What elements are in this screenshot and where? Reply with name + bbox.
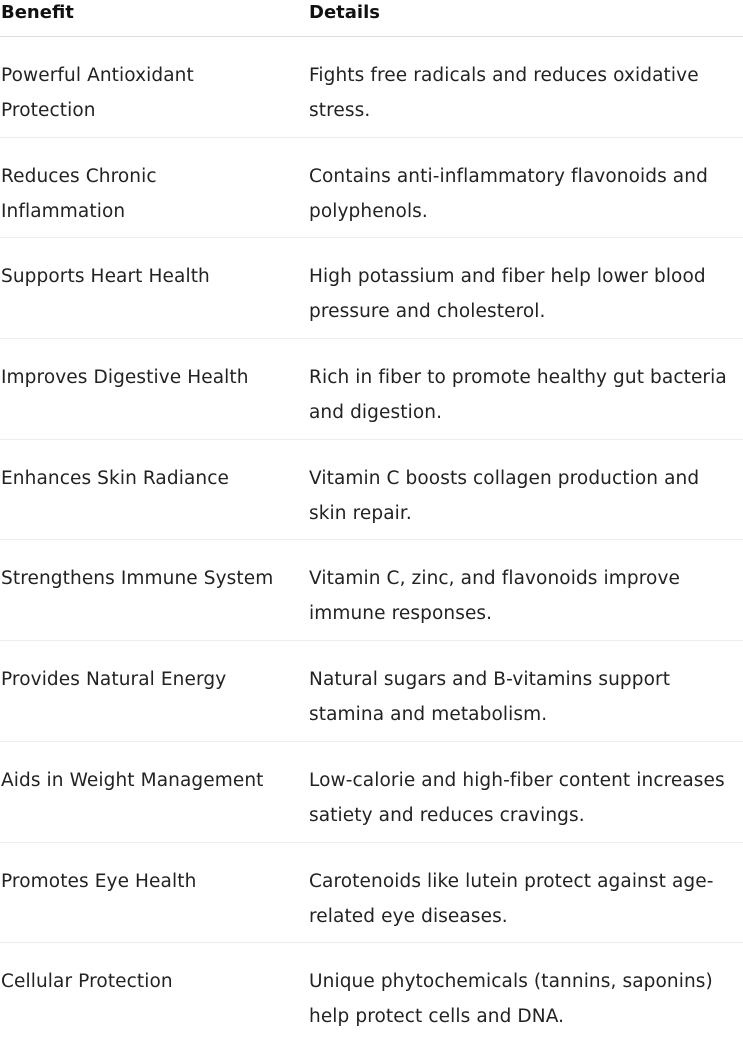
table-row	[0, 843, 743, 944]
details-cell: High potassium and fiber help lower blood pressure and cholesterol.	[309, 266, 706, 323]
details-cell: Natural sugars and B-vitamins support stamina and metabolism.	[309, 669, 671, 726]
details-cell: Fights free radicals and reduces oxidative stress.	[309, 65, 699, 121]
table-row	[0, 238, 743, 339]
details-cell: Unique phytochemicals (tannins, saponins) help protect cells and DNA.	[309, 971, 713, 1028]
table-row	[0, 641, 743, 742]
details-cell: Carotenoids like lutein protect against age-related eye diseases.	[309, 870, 714, 927]
table-row	[0, 339, 743, 440]
table-row	[0, 943, 743, 1044]
benefit-cell: Reduces Chronic Inflammation	[1, 165, 157, 222]
table-row	[0, 138, 743, 239]
benefit-cell: Aids in Weight Management	[1, 769, 264, 791]
benefit-cell: Improves Digestive Health	[1, 367, 249, 389]
benefit-cell: Provides Natural Energy	[1, 669, 227, 691]
benefit-cell: Strengthens Immune System	[1, 568, 274, 590]
table-row	[0, 440, 743, 541]
benefit-cell: Enhances Skin Radiance	[1, 467, 229, 489]
benefit-cell: Promotes Eye Health	[1, 870, 197, 892]
table-row	[0, 540, 743, 641]
header-details: Details	[309, 2, 380, 23]
benefit-cell: Supports Heart Health	[1, 266, 210, 288]
details-cell: Vitamin C, zinc, and flavonoids improve immune responses.	[309, 568, 680, 625]
header-benefit: Benefit	[1, 2, 74, 23]
details-cell: Vitamin C boosts collagen production and skin repair.	[309, 467, 700, 524]
table-header	[0, 0, 743, 37]
details-cell: Low-calorie and high-fiber content increases satiety and reduces cravings.	[309, 769, 725, 826]
details-cell: Rich in fiber to promote healthy gut bacteria and digestion.	[309, 367, 727, 424]
benefit-cell: Cellular Protection	[1, 971, 173, 993]
table-row	[0, 37, 743, 138]
details-cell: Contains anti-inflammatory flavonoids and polyphenols.	[309, 165, 708, 222]
table-row	[0, 742, 743, 843]
benefit-cell: Powerful Antioxidant Protection	[1, 65, 194, 121]
